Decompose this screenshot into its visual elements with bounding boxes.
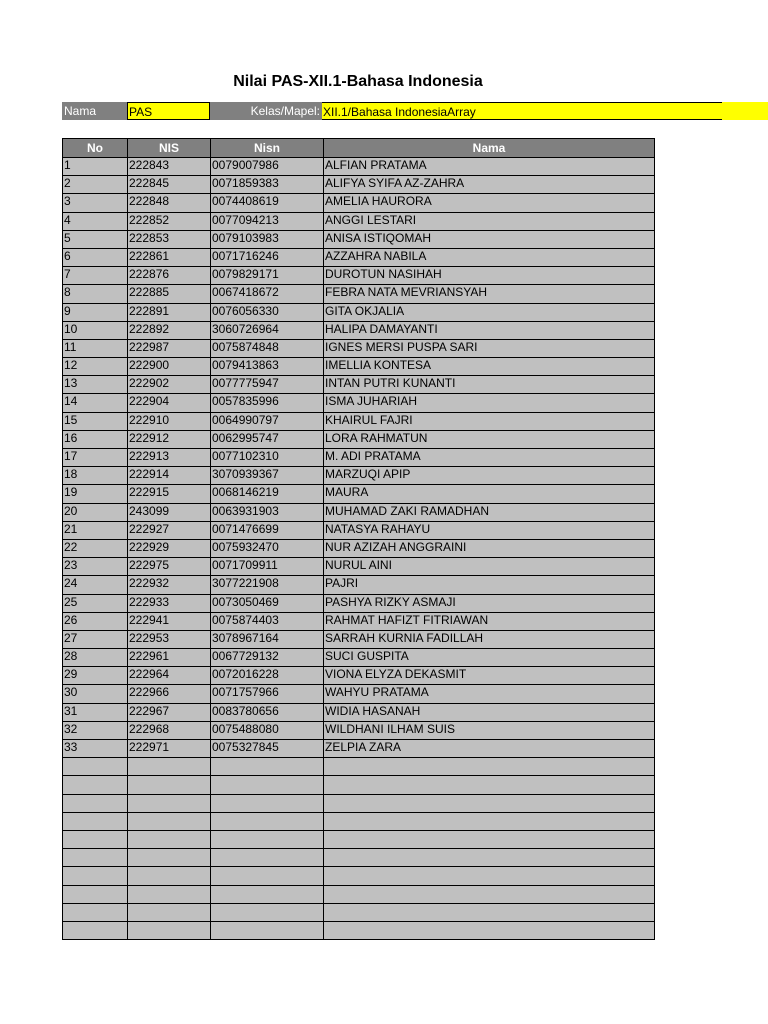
cell-nama[interactable]: GITA OKJALIA (324, 303, 655, 321)
table-row (63, 358, 655, 376)
student-table (62, 138, 655, 940)
cell-nis[interactable]: 222929 (128, 539, 211, 557)
cell-no[interactable]: 7 (63, 267, 128, 285)
cell-nis[interactable]: 222933 (128, 594, 211, 612)
cell-nisn[interactable]: 0075874403 (211, 612, 324, 630)
cell-nama[interactable]: SUCI GUSPITA (324, 649, 655, 667)
kelas-mapel-label: Kelas/Mapel: (210, 102, 322, 120)
table-row (63, 521, 655, 539)
cell-nama[interactable] (324, 903, 655, 921)
cell-nama[interactable]: IMELLIA KONTESA (324, 358, 655, 376)
table-row (63, 321, 655, 339)
cell-nis[interactable]: 222987 (128, 339, 211, 357)
cell-nisn[interactable] (211, 921, 324, 939)
cell-nis[interactable] (128, 903, 211, 921)
table-row (63, 921, 655, 939)
cell-nama[interactable]: LORA RAHMATUN (324, 430, 655, 448)
cell-nama[interactable]: PASHYA RIZKY ASMAJI (324, 594, 655, 612)
cell-nisn[interactable]: 0075874848 (211, 339, 324, 357)
table-row (63, 394, 655, 412)
cell-nama[interactable]: PAJRI (324, 576, 655, 594)
cell-nis[interactable]: 222967 (128, 703, 211, 721)
cell-nisn[interactable]: 0068146219 (211, 485, 324, 503)
nama-label: Nama (62, 102, 127, 120)
cell-nis[interactable]: 222885 (128, 285, 211, 303)
cell-no[interactable]: 13 (63, 376, 128, 394)
table-row (63, 485, 655, 503)
cell-no[interactable]: 10 (63, 321, 128, 339)
cell-nama[interactable]: WAHYU PRATAMA (324, 685, 655, 703)
cell-nama[interactable]: DUROTUN NASIHAH (324, 267, 655, 285)
cell-nis[interactable]: 222902 (128, 376, 211, 394)
cell-nisn[interactable] (211, 776, 324, 794)
cell-nama[interactable]: SARRAH KURNIA FADILLAH (324, 630, 655, 648)
cell-nis[interactable]: 222852 (128, 212, 211, 230)
table-row (63, 885, 655, 903)
cell-nama[interactable] (324, 776, 655, 794)
cell-nama[interactable]: AMELIA HAURORA (324, 194, 655, 212)
cell-nis[interactable] (128, 867, 211, 885)
cell-nama[interactable]: ISMA JUHARIAH (324, 394, 655, 412)
cell-no[interactable]: 11 (63, 339, 128, 357)
cell-nama[interactable] (324, 758, 655, 776)
cell-nis[interactable]: 222932 (128, 576, 211, 594)
table-row (63, 703, 655, 721)
cell-nisn[interactable] (211, 830, 324, 848)
table-row (63, 612, 655, 630)
cell-nis[interactable]: 222845 (128, 176, 211, 194)
kelas-mapel-value-cell[interactable]: XII.1/Bahasa IndonesiaArray (322, 102, 722, 120)
cell-no[interactable]: 15 (63, 412, 128, 430)
table-row (63, 576, 655, 594)
cell-nisn[interactable] (211, 867, 324, 885)
table-row (63, 539, 655, 557)
cell-no[interactable]: 28 (63, 649, 128, 667)
cell-nisn[interactable]: 0071757966 (211, 685, 324, 703)
cell-nisn[interactable]: 3078967164 (211, 630, 324, 648)
cell-nis[interactable] (128, 921, 211, 939)
cell-nisn[interactable]: 0075327845 (211, 740, 324, 758)
table-row (63, 758, 655, 776)
cell-nisn[interactable] (211, 794, 324, 812)
cell-nis[interactable]: 222941 (128, 612, 211, 630)
table-row (63, 430, 655, 448)
cell-nama[interactable]: HALIPA DAMAYANTI (324, 321, 655, 339)
cell-nisn[interactable]: 0079413863 (211, 358, 324, 376)
cell-nis[interactable] (128, 812, 211, 830)
cell-nisn[interactable]: 0073050469 (211, 594, 324, 612)
cell-nisn[interactable] (211, 812, 324, 830)
table-row (63, 903, 655, 921)
column-header-no: No (63, 139, 128, 158)
cell-no[interactable]: 1 (63, 158, 128, 176)
cell-nisn[interactable]: 0075932470 (211, 539, 324, 557)
cell-nama[interactable]: NUR AZIZAH ANGGRAINI (324, 539, 655, 557)
cell-no[interactable]: 17 (63, 449, 128, 467)
cell-nama[interactable]: MAURA (324, 485, 655, 503)
cell-no[interactable]: 19 (63, 485, 128, 503)
cell-no[interactable] (63, 903, 128, 921)
page-title: Nilai PAS-XII.1-Bahasa Indonesia (233, 73, 483, 90)
table-header-row (63, 139, 655, 158)
cell-nisn[interactable]: 0057835996 (211, 394, 324, 412)
cell-nisn[interactable]: 3070939367 (211, 467, 324, 485)
column-header-nama: Nama (324, 139, 655, 158)
cell-nama[interactable]: WILDHANI ILHAM SUIS (324, 721, 655, 739)
cell-nisn[interactable]: 0071716246 (211, 248, 324, 266)
cell-nama[interactable]: MARZUQI APIP (324, 467, 655, 485)
cell-no[interactable]: 4 (63, 212, 128, 230)
cell-nama[interactable]: KHAIRUL FAJRI (324, 412, 655, 430)
cell-no[interactable]: 33 (63, 740, 128, 758)
table-row (63, 303, 655, 321)
cell-nis[interactable] (128, 885, 211, 903)
cell-nis[interactable]: 222964 (128, 667, 211, 685)
cell-nis[interactable]: 222848 (128, 194, 211, 212)
cell-nis[interactable]: 222843 (128, 158, 211, 176)
cell-nisn[interactable]: 0064990797 (211, 412, 324, 430)
table-row (63, 285, 655, 303)
cell-nisn[interactable] (211, 758, 324, 776)
cell-nama[interactable]: M. ADI PRATAMA (324, 449, 655, 467)
cell-no[interactable]: 9 (63, 303, 128, 321)
cell-nama[interactable]: AZZAHRA NABILA (324, 248, 655, 266)
cell-nama[interactable] (324, 867, 655, 885)
cell-no[interactable]: 21 (63, 521, 128, 539)
cell-nama[interactable]: MUHAMAD ZAKI RAMADHAN (324, 503, 655, 521)
table-row (63, 248, 655, 266)
cell-nisn[interactable]: 0077094213 (211, 212, 324, 230)
cell-nama[interactable]: WIDIA HASANAH (324, 703, 655, 721)
kelas-mapel-fill (722, 102, 768, 120)
cell-nama[interactable]: RAHMAT HAFIZT FITRIAWAN (324, 612, 655, 630)
cell-no[interactable]: 26 (63, 612, 128, 630)
cell-nis[interactable]: 243099 (128, 503, 211, 521)
cell-no[interactable]: 25 (63, 594, 128, 612)
cell-nis[interactable] (128, 758, 211, 776)
cell-nisn[interactable]: 0077775947 (211, 376, 324, 394)
cell-no[interactable]: 23 (63, 558, 128, 576)
table-row (63, 158, 655, 176)
table-row (63, 230, 655, 248)
cell-nis[interactable]: 222913 (128, 449, 211, 467)
cell-nama[interactable] (324, 830, 655, 848)
cell-nama[interactable] (324, 885, 655, 903)
table-row (63, 467, 655, 485)
cell-no[interactable]: 20 (63, 503, 128, 521)
cell-nama[interactable]: VIONA ELYZA DEKASMIT (324, 667, 655, 685)
cell-nis[interactable]: 222953 (128, 630, 211, 648)
cell-nis[interactable]: 222968 (128, 721, 211, 739)
cell-nis[interactable]: 222966 (128, 685, 211, 703)
table-row (63, 449, 655, 467)
table-row (63, 776, 655, 794)
cell-no[interactable]: 18 (63, 467, 128, 485)
cell-nama[interactable]: ANGGI LESTARI (324, 212, 655, 230)
cell-nis[interactable]: 222975 (128, 558, 211, 576)
cell-no[interactable]: 27 (63, 630, 128, 648)
cell-no[interactable]: 6 (63, 248, 128, 266)
cell-nis[interactable]: 222927 (128, 521, 211, 539)
cell-no[interactable]: 12 (63, 358, 128, 376)
nama-value-cell[interactable]: PAS (127, 102, 210, 120)
cell-nisn[interactable]: 0075488080 (211, 721, 324, 739)
cell-no[interactable] (63, 758, 128, 776)
table-row (63, 503, 655, 521)
column-header-nis: NIS (128, 139, 211, 158)
cell-nama[interactable] (324, 794, 655, 812)
cell-nis[interactable]: 222961 (128, 649, 211, 667)
cell-nisn[interactable]: 0071709911 (211, 558, 324, 576)
cell-nisn[interactable]: 0063931903 (211, 503, 324, 521)
cell-nis[interactable]: 222910 (128, 412, 211, 430)
cell-no[interactable]: 5 (63, 230, 128, 248)
cell-nama[interactable]: ALFIAN PRATAMA (324, 158, 655, 176)
table-row (63, 267, 655, 285)
table-row (63, 630, 655, 648)
cell-nis[interactable] (128, 830, 211, 848)
cell-nisn[interactable] (211, 903, 324, 921)
cell-nama[interactable]: ALIFYA SYIFA AZ-ZAHRA (324, 176, 655, 194)
cell-no[interactable]: 32 (63, 721, 128, 739)
cell-nis[interactable] (128, 776, 211, 794)
table-row (63, 867, 655, 885)
cell-no[interactable]: 14 (63, 394, 128, 412)
table-row (63, 649, 655, 667)
cell-nama[interactable] (324, 921, 655, 939)
cell-nisn[interactable]: 0079829171 (211, 267, 324, 285)
cell-nama[interactable] (324, 849, 655, 867)
table-body (63, 158, 655, 940)
cell-no[interactable] (63, 867, 128, 885)
cell-nis[interactable]: 222915 (128, 485, 211, 503)
table-row (63, 830, 655, 848)
cell-nisn[interactable]: 0074408619 (211, 194, 324, 212)
table-row (63, 376, 655, 394)
cell-nis[interactable] (128, 794, 211, 812)
cell-nis[interactable]: 222861 (128, 248, 211, 266)
cell-nama[interactable]: INTAN PUTRI KUNANTI (324, 376, 655, 394)
column-header-nisn: Nisn (211, 139, 324, 158)
cell-nis[interactable]: 222853 (128, 230, 211, 248)
cell-nis[interactable]: 222891 (128, 303, 211, 321)
table-row (63, 212, 655, 230)
cell-nisn[interactable]: 0067729132 (211, 649, 324, 667)
cell-no[interactable]: 3 (63, 194, 128, 212)
cell-nisn[interactable]: 0062995747 (211, 430, 324, 448)
cell-nama[interactable]: FEBRA NATA MEVRIANSYAH (324, 285, 655, 303)
cell-no[interactable]: 24 (63, 576, 128, 594)
cell-nama[interactable]: ANISA ISTIQOMAH (324, 230, 655, 248)
cell-nisn[interactable]: 0077102310 (211, 449, 324, 467)
cell-nama[interactable] (324, 812, 655, 830)
cell-nisn[interactable]: 0071859383 (211, 176, 324, 194)
cell-no[interactable]: 8 (63, 285, 128, 303)
cell-nis[interactable]: 222892 (128, 321, 211, 339)
cell-no[interactable] (63, 921, 128, 939)
cell-nisn[interactable]: 0071476699 (211, 521, 324, 539)
table-row (63, 176, 655, 194)
table-row (63, 685, 655, 703)
cell-nisn[interactable]: 0079007986 (211, 158, 324, 176)
cell-nis[interactable]: 222904 (128, 394, 211, 412)
cell-no[interactable]: 2 (63, 176, 128, 194)
cell-nis[interactable]: 222876 (128, 267, 211, 285)
cell-nama[interactable]: ZELPIA ZARA (324, 740, 655, 758)
cell-no[interactable]: 29 (63, 667, 128, 685)
table-row (63, 721, 655, 739)
cell-nis[interactable] (128, 849, 211, 867)
cell-nisn[interactable]: 0079103983 (211, 230, 324, 248)
table-row (63, 339, 655, 357)
table-row (63, 667, 655, 685)
cell-nisn[interactable]: 0072016228 (211, 667, 324, 685)
cell-nisn[interactable]: 3060726964 (211, 321, 324, 339)
cell-nis[interactable]: 222912 (128, 430, 211, 448)
table-row (63, 412, 655, 430)
cell-no[interactable] (63, 885, 128, 903)
cell-nama[interactable]: IGNES MERSI PUSPA SARI (324, 339, 655, 357)
cell-no[interactable]: 30 (63, 685, 128, 703)
cell-no[interactable] (63, 830, 128, 848)
cell-nis[interactable]: 222914 (128, 467, 211, 485)
cell-no[interactable]: 16 (63, 430, 128, 448)
cell-nisn[interactable] (211, 849, 324, 867)
cell-no[interactable] (63, 812, 128, 830)
table-row (63, 558, 655, 576)
cell-nisn[interactable]: 3077221908 (211, 576, 324, 594)
cell-nis[interactable]: 222971 (128, 740, 211, 758)
cell-no[interactable]: 31 (63, 703, 128, 721)
table-row (63, 794, 655, 812)
cell-nisn[interactable]: 0076056330 (211, 303, 324, 321)
table-row (63, 740, 655, 758)
cell-no[interactable] (63, 849, 128, 867)
table-row (63, 594, 655, 612)
cell-nama[interactable]: NURUL AINI (324, 558, 655, 576)
table-row (63, 812, 655, 830)
cell-no[interactable] (63, 776, 128, 794)
cell-nisn[interactable]: 0083780656 (211, 703, 324, 721)
table-row (63, 194, 655, 212)
cell-no[interactable] (63, 794, 128, 812)
cell-nisn[interactable] (211, 885, 324, 903)
table-row (63, 849, 655, 867)
cell-nisn[interactable]: 0067418672 (211, 285, 324, 303)
cell-nama[interactable]: NATASYA RAHAYU (324, 521, 655, 539)
cell-nis[interactable]: 222900 (128, 358, 211, 376)
cell-no[interactable]: 22 (63, 539, 128, 557)
